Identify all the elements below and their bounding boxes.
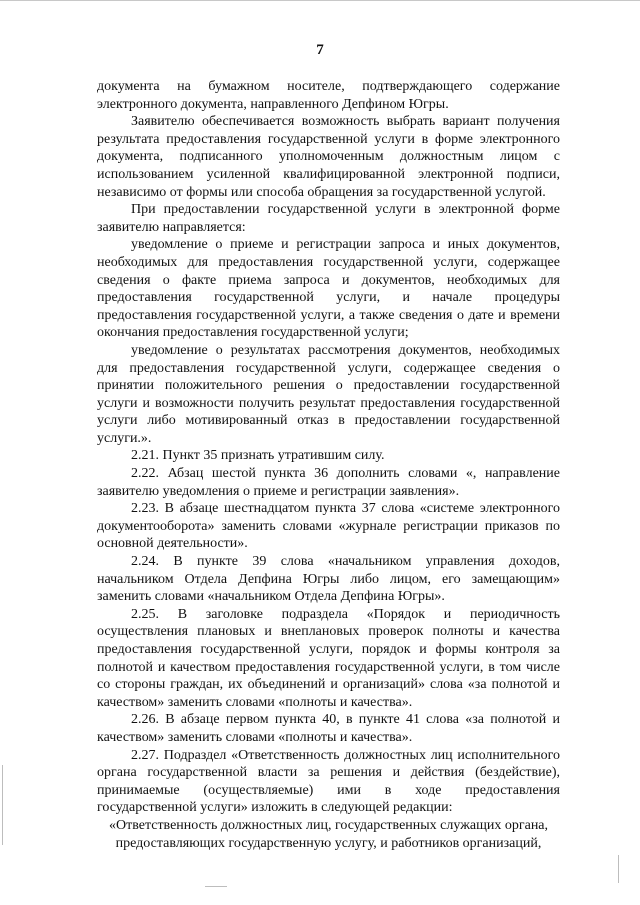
document-body bbox=[97, 78, 560, 852]
paragraph-registration-notice: уведомление о приеме и регистрации запроса и иных документов, необходимых для предоставления государственной услуги, содержащее сведения о факте приема запроса и документов, необходимых для предоставления государственной услуги, и начале процедуры предоставления государственной услуги, а также сведения о дате и времени окончания предоставления государственной услуги; bbox=[97, 237, 560, 341]
scan-artifact-mark bbox=[618, 855, 619, 883]
paragraph-item-2-26: 2.26. В абзаце первом пункта 40, в пункте 41 слова «за полнотой и качеством» заменить словами «полноты и качества». bbox=[97, 712, 560, 745]
page-number: 7 bbox=[316, 42, 324, 58]
paragraph-item-2-22: 2.22. Абзац шестой пункта 36 дополнить словами «, направление заявителю уведомления о приеме и регистрации заявления». bbox=[97, 466, 560, 499]
paragraph-item-2-23: 2.23. В абзаце шестнадцатом пункта 37 слова «системе электронного документооборота» заменить словами «журнале регистрации приказов по основной деятельности». bbox=[97, 501, 560, 552]
paragraph-new-section-quote: «Ответственность должностных лиц, государственных служащих органа, предоставляющих государственную услугу, и работников организаций, bbox=[108, 817, 549, 851]
paragraph-result-options: Заявителю обеспечивается возможность выбрать вариант получения результата предоставления государственной услуги в форме электронного документа, подписанного уполномоченным должностным лицом с использованием усиленной квалифицированной электронной подписи, независимо от формы или способа обращения за государственной услугой. bbox=[97, 114, 560, 200]
paragraph-item-2-27: 2.27. Подраздел «Ответственность должностных лиц исполнительного органа государственной власти за решения и действия (бездействие), принимаемые (осуществляемые) ими в ходе предоставления государственной услуги» изложить в следующей редакции: bbox=[97, 747, 560, 816]
paragraph-item-2-21: 2.21. Пункт 35 признать утратившим силу. bbox=[131, 448, 385, 464]
paragraph-item-2-24: 2.24. В пункте 39 слова «начальником управления доходов, начальником Отдела Депфина Югры либо лицом, его замещающим» заменить словами «начальником Отдела Депфина Югры». bbox=[97, 554, 560, 605]
paragraph-item-2-25: 2.25. В заголовке подраздела «Порядок и периодичность осуществления плановых и внеплановых проверок полноты и качества предоставления государственной услуги, порядок и формы контроля за полнотой и качеством предоставления государственной услуги, в том числе со стороны граждан, их объединений и организаций» слова «за полнотой и качеством» заменить словами «полноты и качества». bbox=[97, 606, 560, 710]
scan-artifact-mark bbox=[205, 886, 227, 887]
paragraph-continuation: документа на бумажном носителе, подтверждающего содержание электронного документа, направленного Депфином Югры. bbox=[97, 79, 560, 112]
paragraph-electronic-notice-intro: При предоставлении государственной услуги в электронной форме заявителю направляется: bbox=[97, 202, 560, 235]
paragraph-review-results-notice: уведомление о результатах рассмотрения документов, необходимых для предоставления государственной услуги, содержащее сведения о принятии положительного решения о предоставлении государственной услуги и возможности получить результат предоставления государственной услуги либо мотивированный отказ в предоставлении государственной услуги.». bbox=[97, 342, 560, 446]
scan-edge-line bbox=[0, 0, 640, 1]
scan-artifact-mark bbox=[2, 765, 3, 845]
